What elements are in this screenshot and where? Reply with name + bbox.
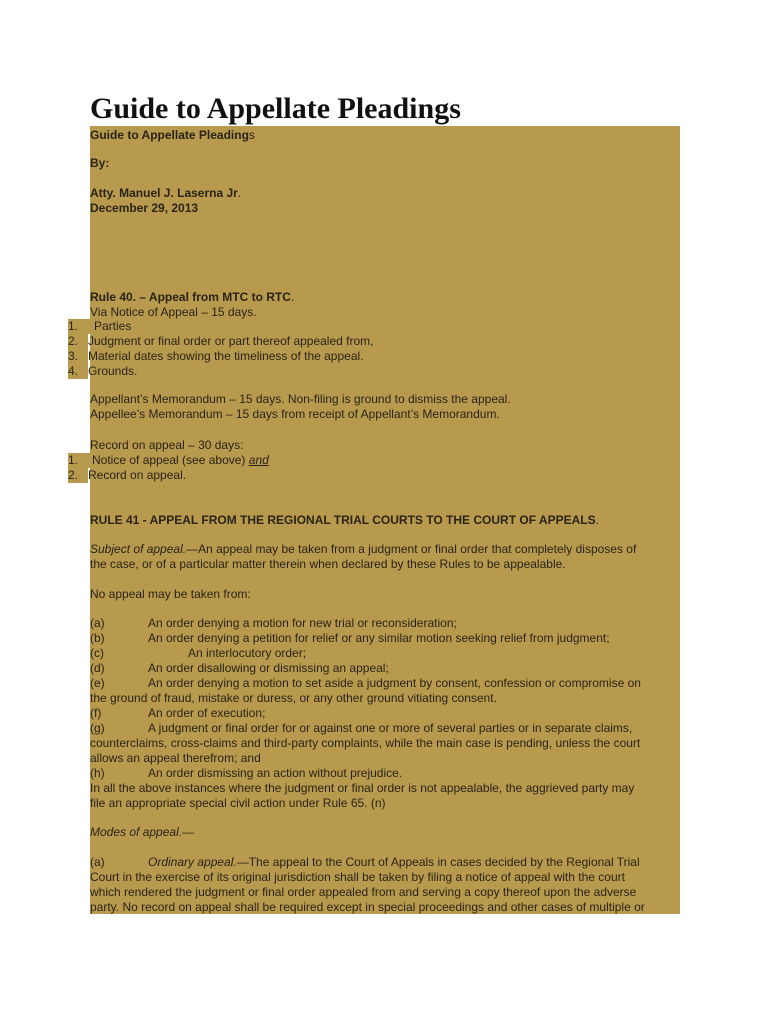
record-on-appeal: Record on appeal – 30 days: [90,438,244,452]
subject-of-appeal-cont: the case, or of a particular matter therein when declared by these Rules to be appealable. [90,557,566,571]
rule40-notice: Via Notice of Appeal – 15 days. [90,305,257,319]
clause-g: (g) A judgment or final order for or against one or more of several parties or in separate claims, [90,721,633,735]
list-number: 1. [68,319,110,334]
list-number: 1. [68,453,90,468]
clause-g-cont: counterclaims, cross-claims and third-party complaints, while the main case is pending, unless the court [90,736,641,750]
clause-d: (d) An order disallowing or dismissing an appeal; [90,661,389,675]
by-label: By: [90,156,110,170]
no-appeal-intro: No appeal may be taken from: [90,587,251,601]
all-instances: In all the above instances where the judgment or final order is not appealable, the aggrieved party may [90,781,635,795]
list-number: 3. [68,349,88,364]
clause-a: (a) An order denying a motion for new trial or reconsideration; [90,616,457,630]
subject-of-appeal: Subject of appeal.—An appeal may be taken from a judgment or final order that completely disposes of [90,542,637,556]
list-number: 2. [68,468,88,483]
list-item: Judgment or final order or part thereof appealed from, [88,334,374,348]
rule41-heading: RULE 41 - APPEAL FROM THE REGIONAL TRIAL COURTS TO THE COURT OF APPEALS. [90,513,599,527]
ordinary-appeal-cont: Court in the exercise of its original jurisdiction shall be taken by filing a notice of appeal with the court [90,870,625,884]
doc-date: December 29, 2013 [90,201,199,215]
author-name: Atty. Manuel J. Laserna Jr. [90,186,242,200]
list-item: Grounds. [88,364,138,378]
clause-c: (c) An interlocutory order; [90,646,307,660]
clause-f: (f) An order of execution; [90,706,266,720]
list-number: 4. [68,364,88,379]
list-number: 2. [68,334,88,349]
clause-h: (h) An order dismissing an action without prejudice. [90,766,403,780]
appellant-memo: Appellant’s Memorandum – 15 days. Non-filing is ground to dismiss the appeal. [90,392,511,406]
appellee-memo: Appellee’s Memorandum – 15 days from receipt of Appellant’s Memorandum. [90,407,500,421]
ordinary-appeal-cont: party. No record on appeal shall be required except in special proceedings and other cases of multiple or [90,900,645,914]
clause-e: (e) An order denying a motion to set aside a judgment by consent, confession or compromise on [90,676,641,690]
all-instances-cont: file an appropriate special civil action under Rule 65. (n) [90,796,386,810]
ordinary-appeal-cont: which rendered the judgment or final order appealed from and serving a copy thereof upon the adverse [90,885,637,899]
list-item: Notice of appeal (see above) and [92,453,269,467]
clause-e-cont: the ground of fraud, mistake or duress, or any other ground vitiating consent. [90,691,497,705]
list-item: Material dates showing the timeliness of the appeal. [88,349,364,363]
list-item: Parties [94,319,132,333]
clause-b: (b) An order denying a petition for relief or any similar motion seeking relief from judgment; [90,631,610,645]
ordinary-appeal: (a) Ordinary appeal.—The appeal to the Court of Appeals in cases decided by the Regional Trial [90,855,640,869]
rule40-heading: Rule 40. – Appeal from MTC to RTC. [90,290,295,304]
list-item: Record on appeal. [88,468,187,482]
modes-of-appeal: Modes of appeal.— [90,825,195,839]
clause-g-cont: allows an appeal therefrom; and [90,751,261,765]
page-title: Guide to Appellate Pleadings [90,92,461,125]
doc-subtitle: Guide to Appellate Pleadings [90,128,255,142]
